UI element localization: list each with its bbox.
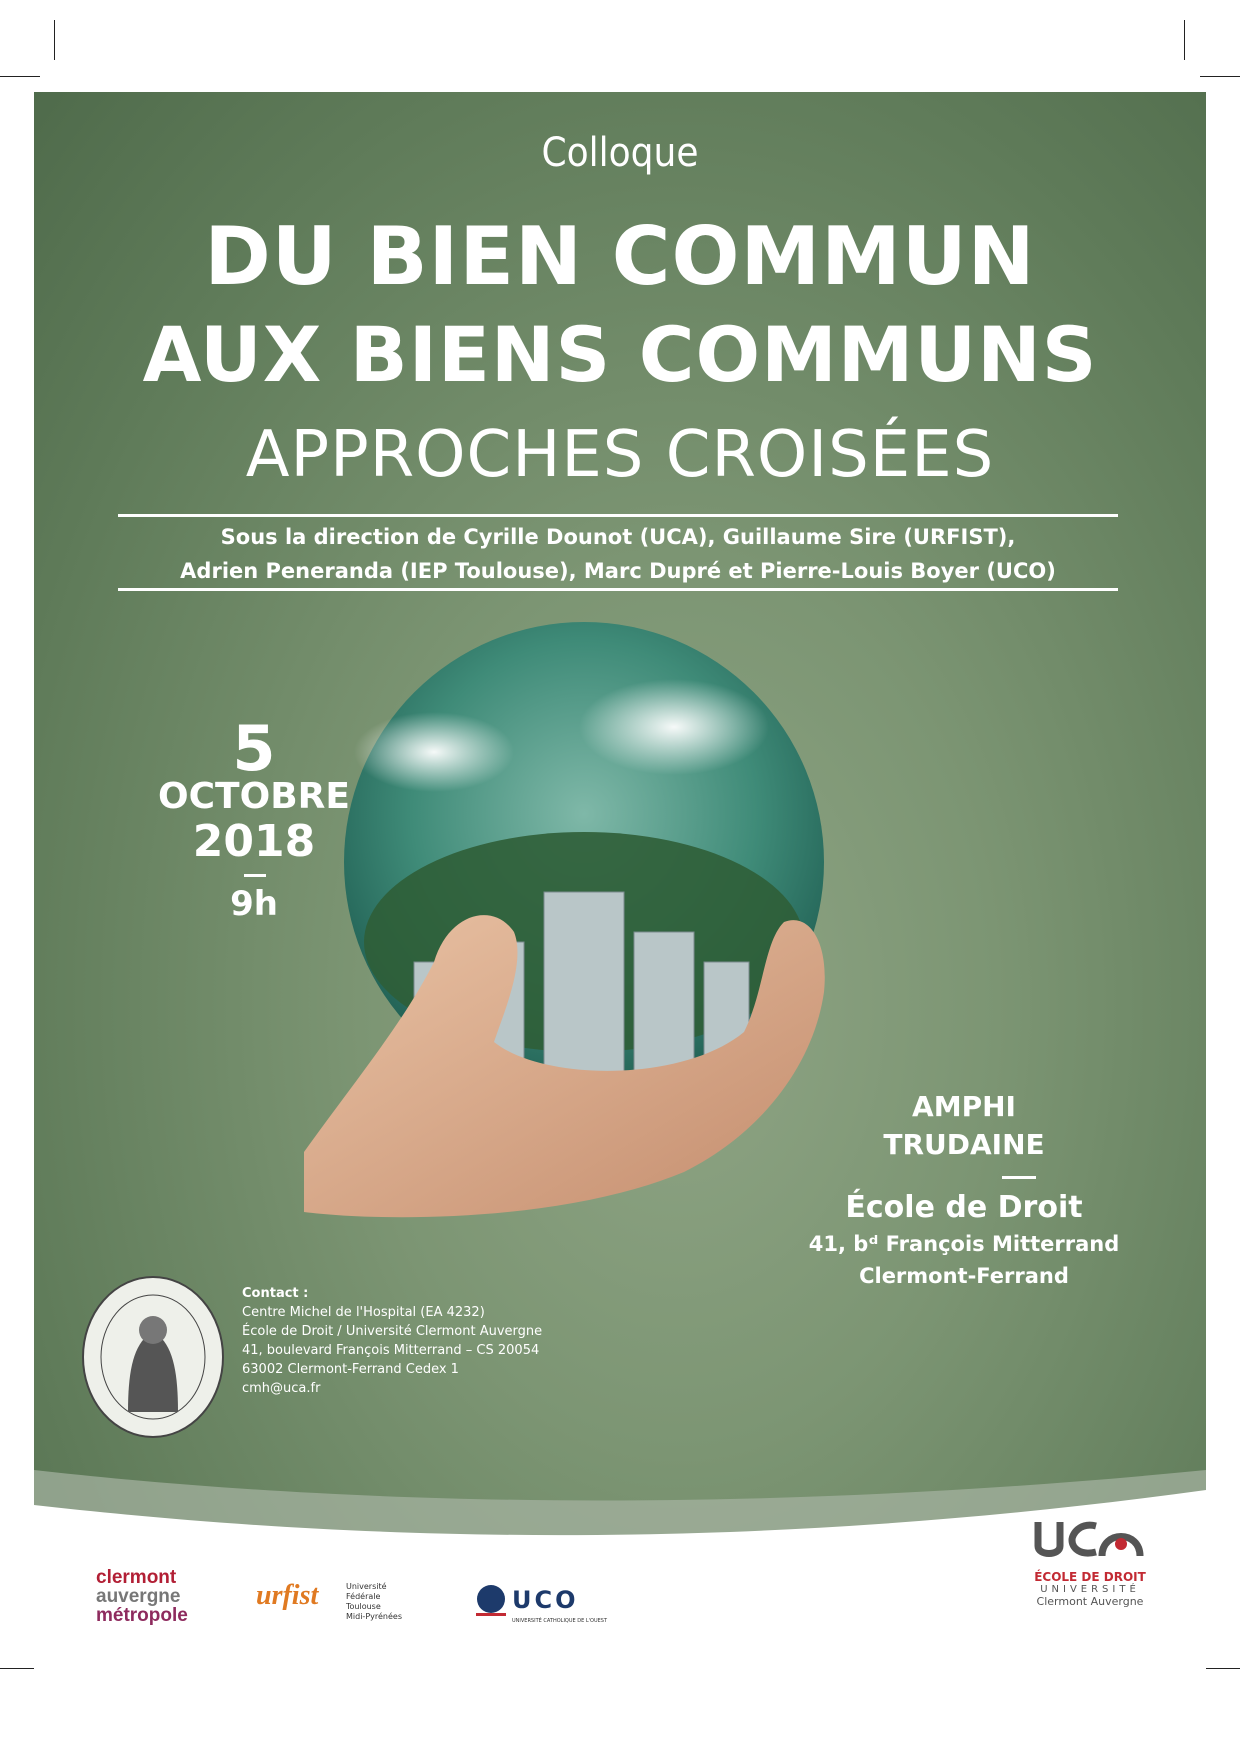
event-type: Colloque (541, 130, 699, 176)
uco-logo: UCO UNIVERSITÉ CATHOLIQUE DE L'OUEST (474, 1584, 508, 1622)
direction-line-2: Adrien Peneranda (IEP Toulouse), Marc Dupré et Pierre-Louis Boyer (UCO) (180, 559, 1056, 583)
date-year: 2018 (192, 816, 316, 867)
school-name: École de Droit (845, 1190, 1083, 1225)
uco-emblem-icon (474, 1584, 508, 1618)
contact-line-3: 41, boulevard François Mitterrand – CS 20054 (242, 1343, 540, 1358)
contact-line-1: Centre Michel de l'Hospital (EA 4232) (242, 1305, 485, 1320)
urfist-logo: urfist Université Fédérale Toulouse Midi-Pyrénées (256, 1580, 402, 1621)
room-line-1: AMPHI (912, 1090, 1016, 1123)
title-line-2: AUX BIENS COMMUNS (142, 310, 1098, 399)
clermont-metropole-logo: clermont auvergne métropole (96, 1567, 188, 1626)
uca-logo: ÉCOLE DE DROIT UNIVERSITÉ Clermont Auvergne (1020, 1516, 1160, 1608)
date-month: OCTOBRE (158, 776, 350, 817)
contact-email[interactable]: cmh@uca.fr (242, 1381, 321, 1396)
uca-mark-icon (1030, 1516, 1150, 1564)
contact-line-2: École de Droit / Université Clermont Auvergne (242, 1324, 543, 1339)
date-day: 5 (232, 712, 276, 785)
address-line-1: 41, bᵈ François Mitterrand (808, 1232, 1120, 1256)
contact-line-4: 63002 Clermont-Ferrand Cedex 1 (242, 1362, 459, 1377)
contact-label: Contact : (242, 1286, 309, 1301)
title-line-1: DU BIEN COMMUN (204, 210, 1036, 303)
address-line-2: Clermont-Ferrand (859, 1264, 1069, 1288)
date-time: 9h (230, 884, 278, 924)
subtitle: APPROCHES CROISÉES (245, 418, 995, 492)
room-line-2: TRUDAINE (883, 1128, 1045, 1161)
direction-line-1: Sous la direction de Cyrille Dounot (UCA), Guillaume Sire (URFIST), (220, 525, 1016, 549)
